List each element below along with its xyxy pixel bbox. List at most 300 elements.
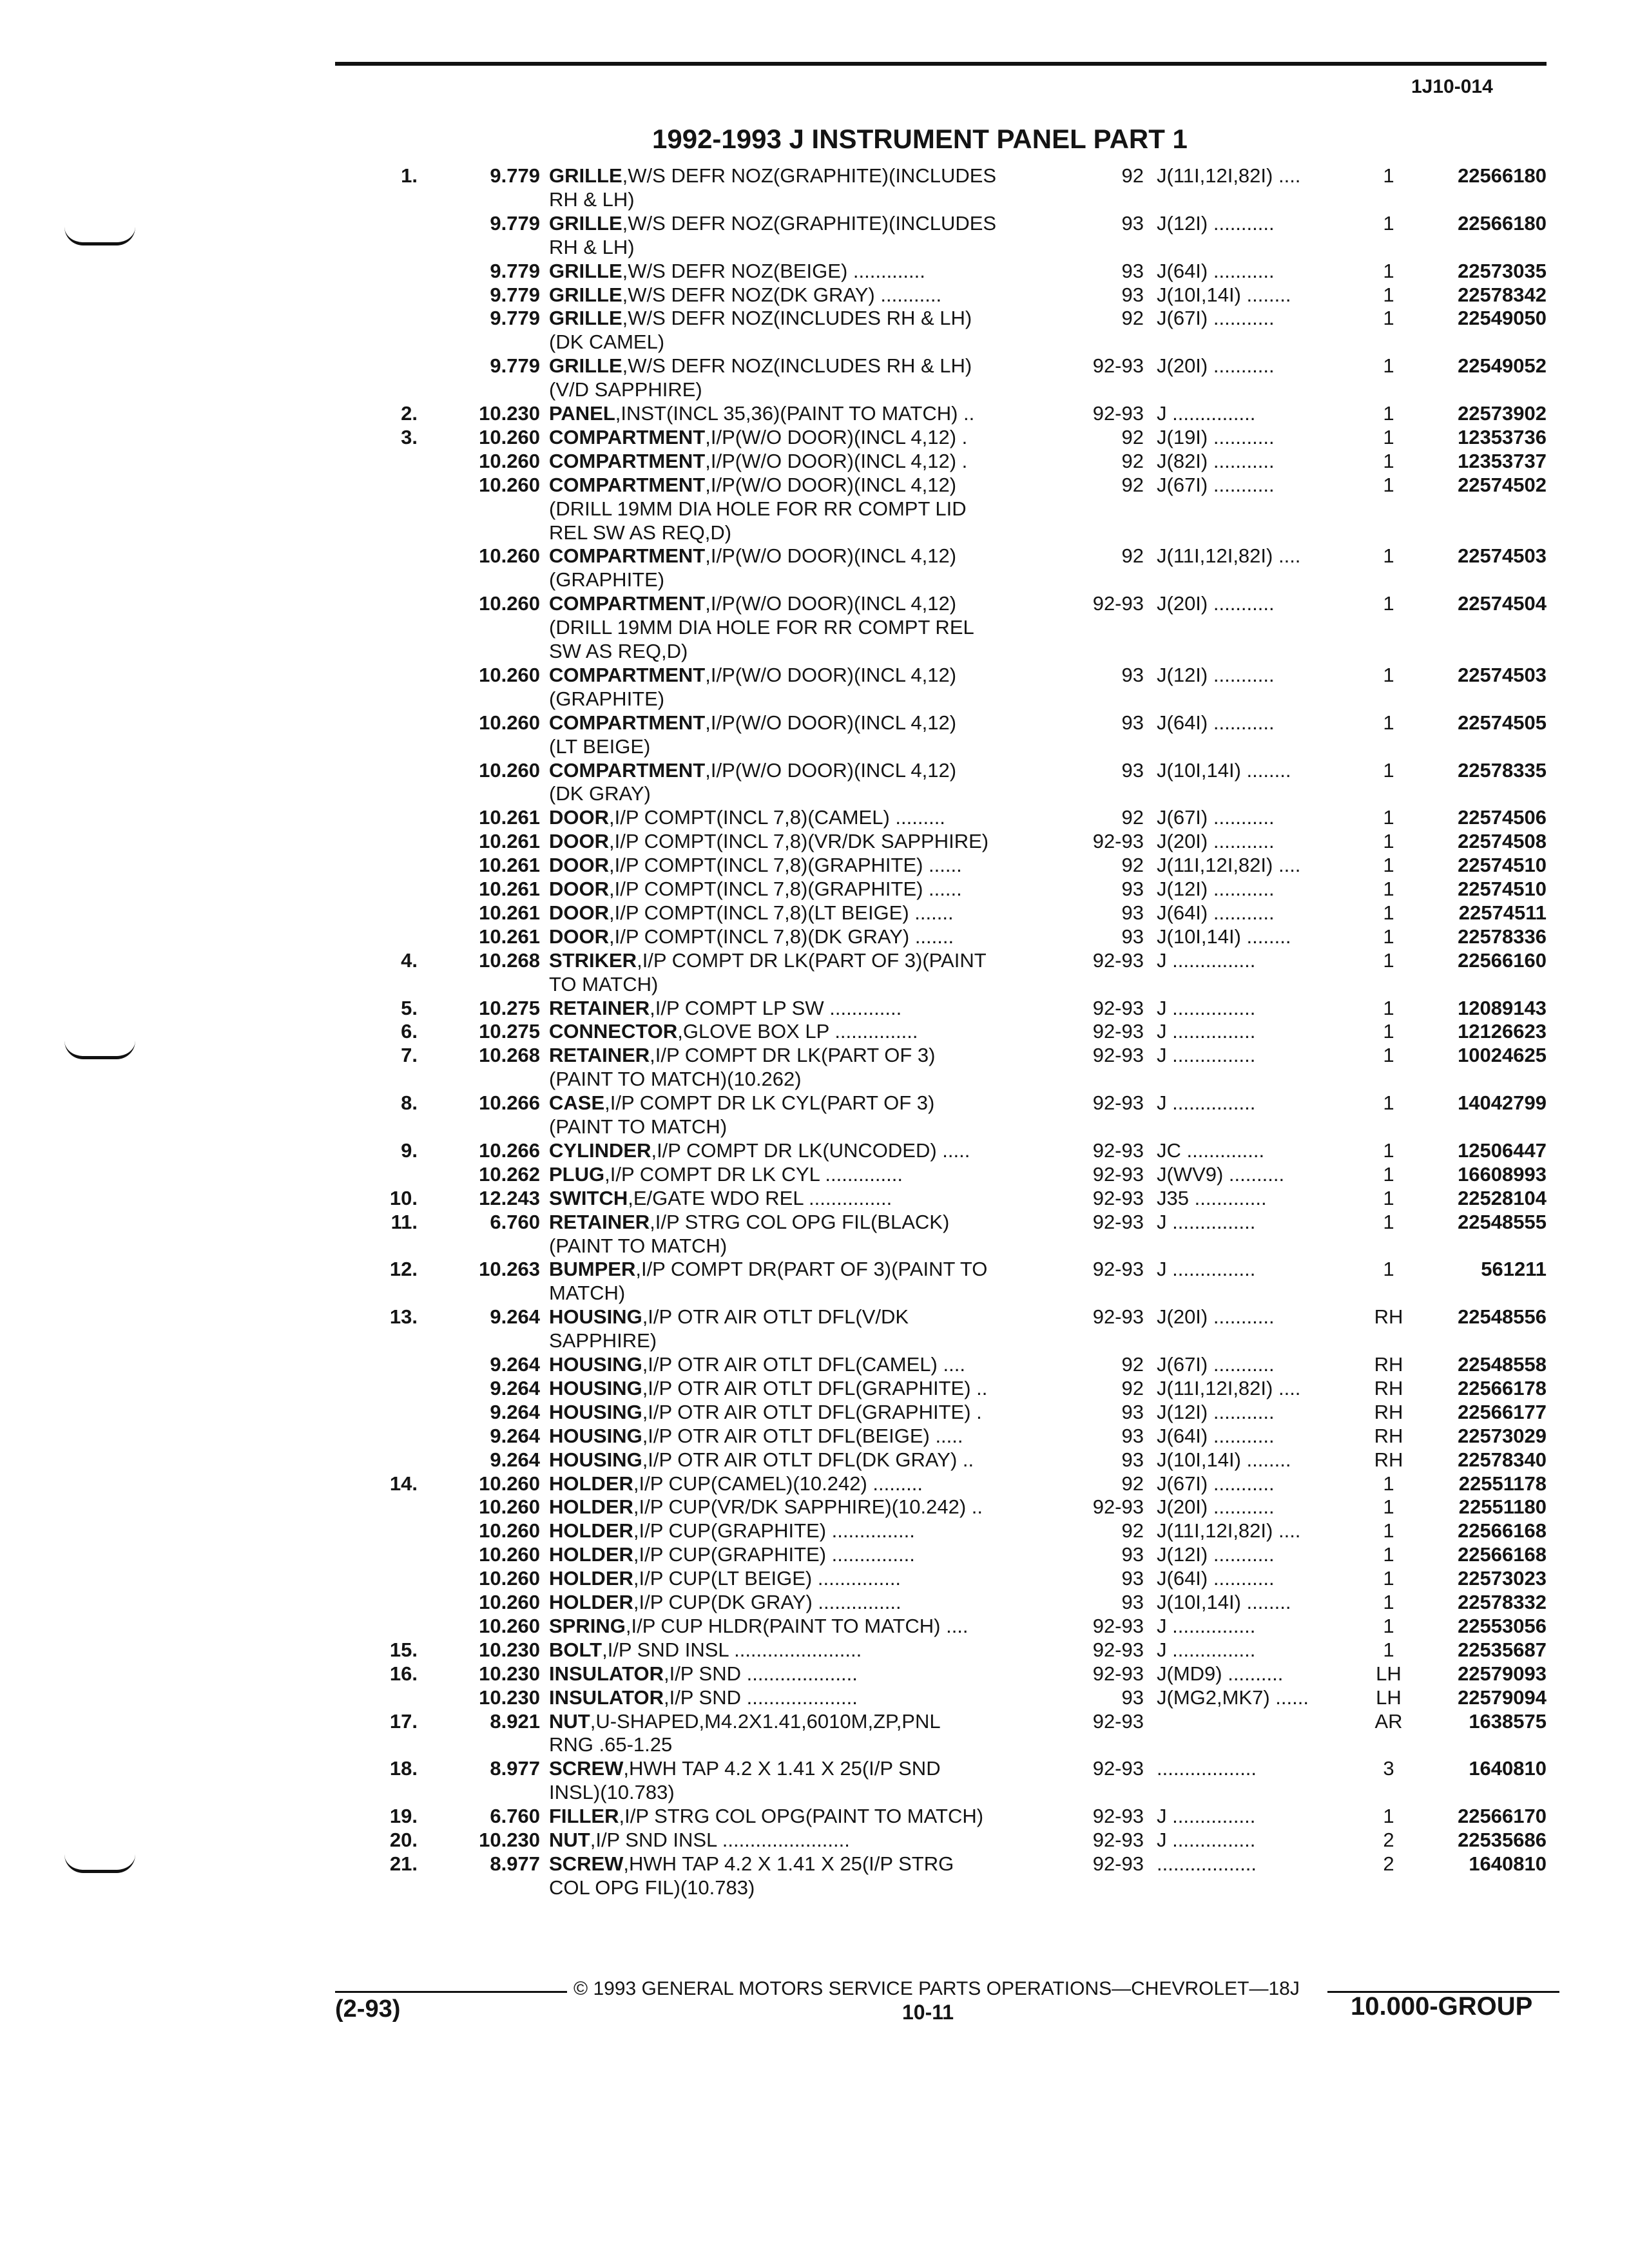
part-name: COMPARTMENT <box>549 425 706 448</box>
parts-list-row <box>0 639 1629 664</box>
part-description <box>549 1376 1065 1401</box>
part-description <box>549 497 1065 521</box>
model-usage: J(19I) ........... <box>1157 425 1275 448</box>
part-name: CONNECTOR <box>549 1020 678 1043</box>
model-year: 93 <box>1121 758 1144 782</box>
parts-list-row <box>0 1662 1629 1686</box>
model-usage: J(12I) ........... <box>1157 211 1275 235</box>
part-detail: ,I/P COMPT DR LK(PART OF 3) <box>650 1044 936 1067</box>
part-number: 1640810 <box>1469 1757 1547 1780</box>
part-description <box>549 235 1065 260</box>
model-year: 92 <box>1121 425 1144 448</box>
quantity: LH <box>1376 1662 1402 1685</box>
quantity: RH <box>1374 1376 1403 1399</box>
quantity: 1 <box>1383 1162 1394 1186</box>
part-description <box>549 1448 1065 1472</box>
part-description <box>549 1662 1065 1686</box>
part-description <box>549 1162 1065 1187</box>
model-year: 93 <box>1121 1567 1144 1590</box>
parts-list-row <box>0 544 1629 568</box>
model-usage: JC .............. <box>1157 1139 1265 1162</box>
quantity: 1 <box>1383 592 1394 615</box>
punch-hole-mark <box>64 1854 135 1873</box>
model-usage: J ............... <box>1157 1829 1256 1851</box>
parts-list-row <box>0 663 1629 687</box>
group-number: 8.921 <box>490 1709 540 1733</box>
part-description <box>549 1257 1065 1282</box>
model-year: 92-93 <box>1092 830 1144 853</box>
part-name: GRILLE <box>549 354 622 378</box>
model-year: 92-93 <box>1092 1829 1144 1851</box>
part-number: 22548555 <box>1458 1210 1547 1233</box>
model-year: 93 <box>1121 1400 1144 1423</box>
part-detail: ,I/P OTR AIR OTLT DFL(V/DK <box>642 1305 909 1329</box>
model-year: 92-93 <box>1092 1305 1144 1329</box>
part-detail: ,W/S DEFR NOZ(INCLUDES RH & LH) <box>622 354 972 378</box>
part-description <box>549 1400 1065 1425</box>
part-number: 12353736 <box>1458 425 1547 448</box>
part-detail: ,I/P COMPT(INCL 7,8)(DK GRAY) ....... <box>609 925 954 948</box>
part-detail: ,I/P COMPT(INCL 7,8)(GRAPHITE) ...... <box>609 854 962 877</box>
parts-list-row <box>0 1257 1629 1282</box>
part-detail: ,I/P(W/O DOOR)(INCL 4,12) <box>705 758 957 782</box>
part-detail: (DK CAMEL) <box>549 331 665 354</box>
model-usage: J(11I,12I,82I) .... <box>1157 1519 1301 1542</box>
item-index: 1. <box>401 164 418 187</box>
page-number: 10-11 <box>902 2001 954 2024</box>
parts-list-row <box>0 948 1629 973</box>
model-year: 92 <box>1121 1472 1144 1495</box>
model-usage: J35 ............. <box>1157 1186 1267 1209</box>
quantity: 1 <box>1383 283 1394 306</box>
model-usage: J(10I,14I) ........ <box>1157 283 1291 306</box>
group-number: 6.760 <box>490 1805 540 1828</box>
part-number: 22535686 <box>1458 1829 1547 1851</box>
part-description <box>549 996 1065 1021</box>
group-number: 10.260 <box>479 473 540 496</box>
model-year: 92-93 <box>1092 1709 1144 1733</box>
part-name: GRILLE <box>549 307 622 330</box>
part-number: 14042799 <box>1458 1091 1547 1115</box>
quantity: RH <box>1374 1448 1403 1471</box>
group-number: 9.264 <box>490 1305 540 1329</box>
group-number: 10.275 <box>479 1020 540 1043</box>
part-description <box>549 1019 1065 1044</box>
part-name: PLUG <box>549 1162 605 1186</box>
part-description <box>549 521 1065 545</box>
parts-list-row <box>0 1709 1629 1734</box>
quantity: 1 <box>1383 1472 1394 1495</box>
part-name: BUMPER <box>549 1258 636 1281</box>
part-number: 22566180 <box>1458 211 1547 235</box>
model-year: 93 <box>1121 1424 1144 1447</box>
part-name: COMPARTMENT <box>549 449 706 472</box>
parts-list-row <box>0 1234 1629 1258</box>
part-number: 22528104 <box>1458 1186 1547 1209</box>
part-description <box>549 1234 1065 1258</box>
parts-list-row <box>0 354 1629 378</box>
part-number: 22574511 <box>1458 901 1547 924</box>
group-number: 10.261 <box>479 854 540 877</box>
part-description <box>549 1139 1065 1163</box>
part-description <box>549 1876 1065 1900</box>
item-index: 11. <box>390 1210 418 1233</box>
part-detail: ,I/P CUP(CAMEL)(10.242) ......... <box>633 1472 923 1495</box>
group-number: 10.275 <box>479 996 540 1019</box>
part-detail: ,U-SHAPED,M4.2X1.41,6010M,ZP,PNL <box>590 1709 941 1733</box>
quantity: 1 <box>1383 711 1394 734</box>
part-description <box>549 877 1065 901</box>
part-description <box>549 925 1065 949</box>
parts-list-row <box>0 473 1629 497</box>
model-usage: J ............... <box>1157 1044 1256 1067</box>
parts-list-row <box>0 1542 1629 1567</box>
part-number: 22574510 <box>1458 878 1547 900</box>
part-name: SCREW <box>549 1852 624 1875</box>
part-description <box>549 330 1065 354</box>
punch-hole-mark <box>64 227 135 245</box>
parts-list-row <box>0 378 1629 402</box>
parts-list-row <box>0 1139 1629 1163</box>
part-number: 561211 <box>1481 1258 1547 1281</box>
part-number: 22578340 <box>1458 1448 1547 1471</box>
part-description <box>549 687 1065 711</box>
part-detail: INSL)(10.783) <box>549 1781 675 1804</box>
model-year: 92 <box>1121 1519 1144 1542</box>
group-number: 10.230 <box>479 1638 540 1661</box>
model-usage: .................. <box>1157 1852 1257 1875</box>
part-name: NUT <box>549 1829 590 1851</box>
quantity: 1 <box>1383 806 1394 829</box>
model-year: 92-93 <box>1092 1139 1144 1162</box>
part-description <box>549 615 1065 640</box>
parts-list-row <box>0 1305 1629 1329</box>
part-detail: ,I/P(W/O DOOR)(INCL 4,12) <box>705 663 957 686</box>
part-description <box>549 853 1065 878</box>
model-year: 92-93 <box>1092 1020 1144 1043</box>
part-detail: ,HWH TAP 4.2 X 1.41 X 25(I/P STRG <box>623 1852 954 1875</box>
model-year: 92-93 <box>1092 1757 1144 1780</box>
quantity: 1 <box>1383 854 1394 877</box>
item-index: 15. <box>389 1638 418 1661</box>
quantity: 1 <box>1383 1805 1394 1828</box>
model-usage: J(11I,12I,82I) .... <box>1157 164 1301 187</box>
quantity: 2 <box>1383 1852 1394 1875</box>
model-usage: J(67I) ........... <box>1157 1472 1275 1495</box>
parts-list-row <box>0 877 1629 901</box>
parts-list-row <box>0 1590 1629 1615</box>
model-usage: J ............... <box>1157 948 1256 972</box>
part-detail: ,I/P OTR AIR OTLT DFL(DK GRAY) .. <box>642 1448 974 1471</box>
item-index: 21. <box>389 1852 418 1875</box>
model-usage: J(67I) ........... <box>1157 1353 1275 1376</box>
parts-list-row <box>0 1400 1629 1425</box>
part-name: GRILLE <box>549 259 622 282</box>
item-index: 16. <box>389 1662 418 1685</box>
parts-list-row <box>0 1352 1629 1377</box>
part-name: DOOR <box>549 830 609 853</box>
part-number: 22548558 <box>1458 1353 1547 1376</box>
part-detail: REL SW AS REQ,D) <box>549 521 732 544</box>
model-year: 92 <box>1121 806 1144 829</box>
part-name: NUT <box>549 1709 590 1733</box>
quantity: 1 <box>1383 354 1394 378</box>
part-detail: ,W/S DEFR NOZ(BEIGE) ............. <box>622 259 925 282</box>
parts-list-row <box>0 1733 1629 1757</box>
parts-list-row <box>0 615 1629 640</box>
quantity: 1 <box>1383 878 1394 900</box>
model-year: 93 <box>1121 1591 1144 1613</box>
parts-list-row <box>0 711 1629 735</box>
part-number: 1638575 <box>1469 1709 1547 1733</box>
model-year: 92 <box>1121 1353 1144 1376</box>
item-index: 14. <box>389 1472 418 1495</box>
part-detail: ,E/GATE WDO REL ............... <box>628 1186 892 1209</box>
item-index: 6. <box>401 1020 418 1043</box>
part-detail: ,I/P OTR AIR OTLT DFL(BEIGE) ..... <box>642 1424 963 1447</box>
parts-list-row <box>0 1519 1629 1543</box>
part-description <box>549 259 1065 284</box>
part-name: GRILLE <box>549 283 622 306</box>
group-number: 10.260 <box>479 1543 540 1566</box>
part-detail: ,I/P(W/O DOOR)(INCL 4,12) <box>705 711 957 734</box>
part-description <box>549 1281 1065 1305</box>
group-number: 10.266 <box>479 1139 540 1162</box>
part-detail: ,HWH TAP 4.2 X 1.41 X 25(I/P SND <box>623 1757 941 1780</box>
part-detail: ,I/P STRG COL OPG FIL(BLACK) <box>650 1210 950 1233</box>
parts-list-row <box>0 996 1629 1021</box>
part-name: BOLT <box>549 1638 602 1661</box>
part-detail: ,I/P COMPT(INCL 7,8)(CAMEL) ......... <box>609 806 945 829</box>
part-number: 22579093 <box>1458 1662 1547 1685</box>
part-number: 22566168 <box>1458 1519 1547 1542</box>
quantity: 1 <box>1383 259 1394 282</box>
parts-list-row <box>0 758 1629 783</box>
item-index: 3. <box>401 425 418 448</box>
model-year: 92-93 <box>1092 354 1144 378</box>
quantity: 1 <box>1383 663 1394 686</box>
part-detail: ,I/P OTR AIR OTLT DFL(GRAPHITE) . <box>642 1400 982 1423</box>
part-name: DOOR <box>549 854 609 877</box>
part-name: HOUSING <box>549 1305 642 1329</box>
model-usage: J(20I) ........... <box>1157 830 1275 853</box>
part-detail: ,I/P CUP(DK GRAY) ............... <box>633 1591 901 1613</box>
part-detail: (PAINT TO MATCH)(10.262) <box>549 1068 802 1091</box>
group-number: 9.264 <box>490 1448 540 1471</box>
part-name: INSULATOR <box>549 1686 664 1709</box>
group-number: 10.261 <box>479 878 540 900</box>
parts-list-row <box>0 1876 1629 1900</box>
part-description <box>549 1043 1065 1068</box>
part-description <box>549 1305 1065 1329</box>
model-usage: .................. <box>1157 1757 1257 1780</box>
group-number: 10.260 <box>479 1567 540 1590</box>
item-index: 20. <box>389 1829 418 1851</box>
parts-list-row <box>0 925 1629 949</box>
part-name: HOLDER <box>549 1472 633 1495</box>
group-number: 10.260 <box>479 663 540 686</box>
part-name: DOOR <box>549 806 609 829</box>
part-number: 22579094 <box>1458 1686 1547 1709</box>
part-description <box>549 1709 1065 1734</box>
part-number: 22551178 <box>1458 1472 1547 1495</box>
part-detail: ,I/P(W/O DOOR)(INCL 4,12) <box>705 473 957 496</box>
item-index: 4. <box>401 948 418 972</box>
model-usage: J(11I,12I,82I) .... <box>1157 854 1301 877</box>
date-code: (2-93) <box>335 1995 401 2023</box>
group-number: 9.264 <box>490 1376 540 1399</box>
model-usage: J(10I,14I) ........ <box>1157 1591 1291 1613</box>
part-number: 22551180 <box>1458 1495 1547 1519</box>
group-number: 10.260 <box>479 544 540 568</box>
part-description <box>549 758 1065 783</box>
quantity: 1 <box>1383 1567 1394 1590</box>
model-year: 92 <box>1121 307 1144 330</box>
part-description <box>549 1638 1065 1662</box>
group-number: 10.230 <box>479 402 540 425</box>
model-year: 92 <box>1121 164 1144 187</box>
part-description <box>549 211 1065 236</box>
model-year: 92 <box>1121 544 1144 568</box>
group-number: 12.243 <box>479 1186 540 1209</box>
part-name: HOUSING <box>549 1448 642 1471</box>
footer-rule-left <box>335 1991 567 1993</box>
quantity: 1 <box>1383 948 1394 972</box>
parts-list-row <box>0 829 1629 854</box>
quantity: AR <box>1374 1709 1403 1733</box>
part-name: GRILLE <box>549 164 622 187</box>
part-number: 22574506 <box>1458 806 1547 829</box>
part-description <box>549 639 1065 664</box>
parts-list-row <box>0 1756 1629 1781</box>
model-usage: J(12I) ........... <box>1157 1543 1275 1566</box>
group-number: 10.260 <box>479 425 540 448</box>
part-name: HOUSING <box>549 1424 642 1447</box>
model-usage: J(12I) ........... <box>1157 663 1275 686</box>
model-year: 92-93 <box>1092 1186 1144 1209</box>
part-detail: ,W/S DEFR NOZ(DK GRAY) ........... <box>622 283 942 306</box>
part-description <box>549 1186 1065 1211</box>
part-number: 22573035 <box>1458 259 1547 282</box>
model-year: 93 <box>1121 1448 1144 1471</box>
parts-list-row <box>0 1115 1629 1139</box>
model-usage: J(10I,14I) ........ <box>1157 1448 1291 1471</box>
group-number: 10.260 <box>479 711 540 734</box>
group-number: 10.260 <box>479 1614 540 1637</box>
quantity: 1 <box>1383 901 1394 924</box>
model-usage: J(67I) ........... <box>1157 806 1275 829</box>
part-number: 22573902 <box>1458 402 1547 425</box>
quantity: 1 <box>1383 1044 1394 1067</box>
part-number: 22574505 <box>1458 711 1547 734</box>
model-usage: J ............... <box>1157 1258 1256 1281</box>
part-description <box>549 283 1065 307</box>
model-year: 92 <box>1121 1376 1144 1399</box>
model-usage: J(12I) ........... <box>1157 878 1275 900</box>
quantity: RH <box>1374 1400 1403 1423</box>
quantity: 1 <box>1383 164 1394 187</box>
part-number: 12353737 <box>1458 449 1547 472</box>
group-number: 10.260 <box>479 1519 540 1542</box>
item-index: 12. <box>389 1258 418 1281</box>
item-index: 7. <box>401 1044 418 1067</box>
part-name: HOLDER <box>549 1519 633 1542</box>
part-number: 22549052 <box>1458 354 1547 378</box>
model-usage: J(67I) ........... <box>1157 473 1275 496</box>
part-name: INSULATOR <box>549 1662 664 1685</box>
model-usage: J(10I,14I) ........ <box>1157 925 1291 948</box>
part-description <box>549 1519 1065 1543</box>
group-number: 10.261 <box>479 925 540 948</box>
part-detail: ,I/P OTR AIR OTLT DFL(CAMEL) .... <box>642 1353 965 1376</box>
part-detail: ,I/P SND .................... <box>663 1686 858 1709</box>
model-usage: J ............... <box>1157 1210 1256 1233</box>
group-number: 9.264 <box>490 1424 540 1447</box>
model-year: 93 <box>1121 878 1144 900</box>
group-number: 10.260 <box>479 1495 540 1519</box>
model-usage: J(11I,12I,82I) .... <box>1157 544 1301 568</box>
model-usage: J ............... <box>1157 996 1256 1019</box>
quantity: 1 <box>1383 758 1394 782</box>
quantity: 3 <box>1383 1757 1394 1780</box>
quantity: 1 <box>1383 473 1394 496</box>
part-number: 22578336 <box>1458 925 1547 948</box>
part-description <box>549 1686 1065 1710</box>
parts-list-row <box>0 330 1629 354</box>
part-detail: (PAINT TO MATCH) <box>549 1115 728 1138</box>
model-year: 92-93 <box>1092 1044 1144 1067</box>
part-detail: (GRAPHITE) <box>549 687 665 710</box>
group-number: 10.260 <box>479 1472 540 1495</box>
model-year: 92-93 <box>1092 1638 1144 1661</box>
parts-list-row <box>0 401 1629 426</box>
part-detail: RH & LH) <box>549 235 635 258</box>
part-description <box>549 972 1065 997</box>
model-year: 93 <box>1121 901 1144 924</box>
model-usage: J ............... <box>1157 1020 1256 1043</box>
part-detail: (LT BEIGE) <box>549 735 651 758</box>
part-description <box>549 735 1065 759</box>
part-name: COMPARTMENT <box>549 473 706 496</box>
part-detail: ,I/P COMPT DR LK CYL(PART OF 3) <box>604 1091 935 1115</box>
parts-list-row <box>0 1638 1629 1662</box>
part-number: 22574503 <box>1458 544 1547 568</box>
item-index: 5. <box>401 996 418 1019</box>
parts-list-row <box>0 568 1629 592</box>
model-year: 92-93 <box>1092 592 1144 615</box>
part-number: 22566168 <box>1458 1543 1547 1566</box>
parts-list-row <box>0 735 1629 759</box>
parts-list-row <box>0 972 1629 997</box>
part-description <box>549 473 1065 497</box>
part-description <box>549 544 1065 568</box>
model-usage: J ............... <box>1157 1614 1256 1637</box>
quantity: 1 <box>1383 1543 1394 1566</box>
parts-list-row <box>0 1043 1629 1068</box>
part-detail: ,I/P COMPT DR LK(PART OF 3)(PAINT <box>637 948 987 972</box>
part-description <box>549 164 1065 188</box>
parts-list-row <box>0 687 1629 711</box>
parts-list-row <box>0 901 1629 925</box>
parts-list-row <box>0 805 1629 830</box>
part-description <box>549 354 1065 378</box>
group-number: 10.262 <box>479 1162 540 1186</box>
parts-list-row <box>0 1019 1629 1044</box>
parts-list-row <box>0 1780 1629 1805</box>
part-number: 22573023 <box>1458 1567 1547 1590</box>
model-year: 92 <box>1121 854 1144 877</box>
group-number: 10.268 <box>479 1044 540 1067</box>
